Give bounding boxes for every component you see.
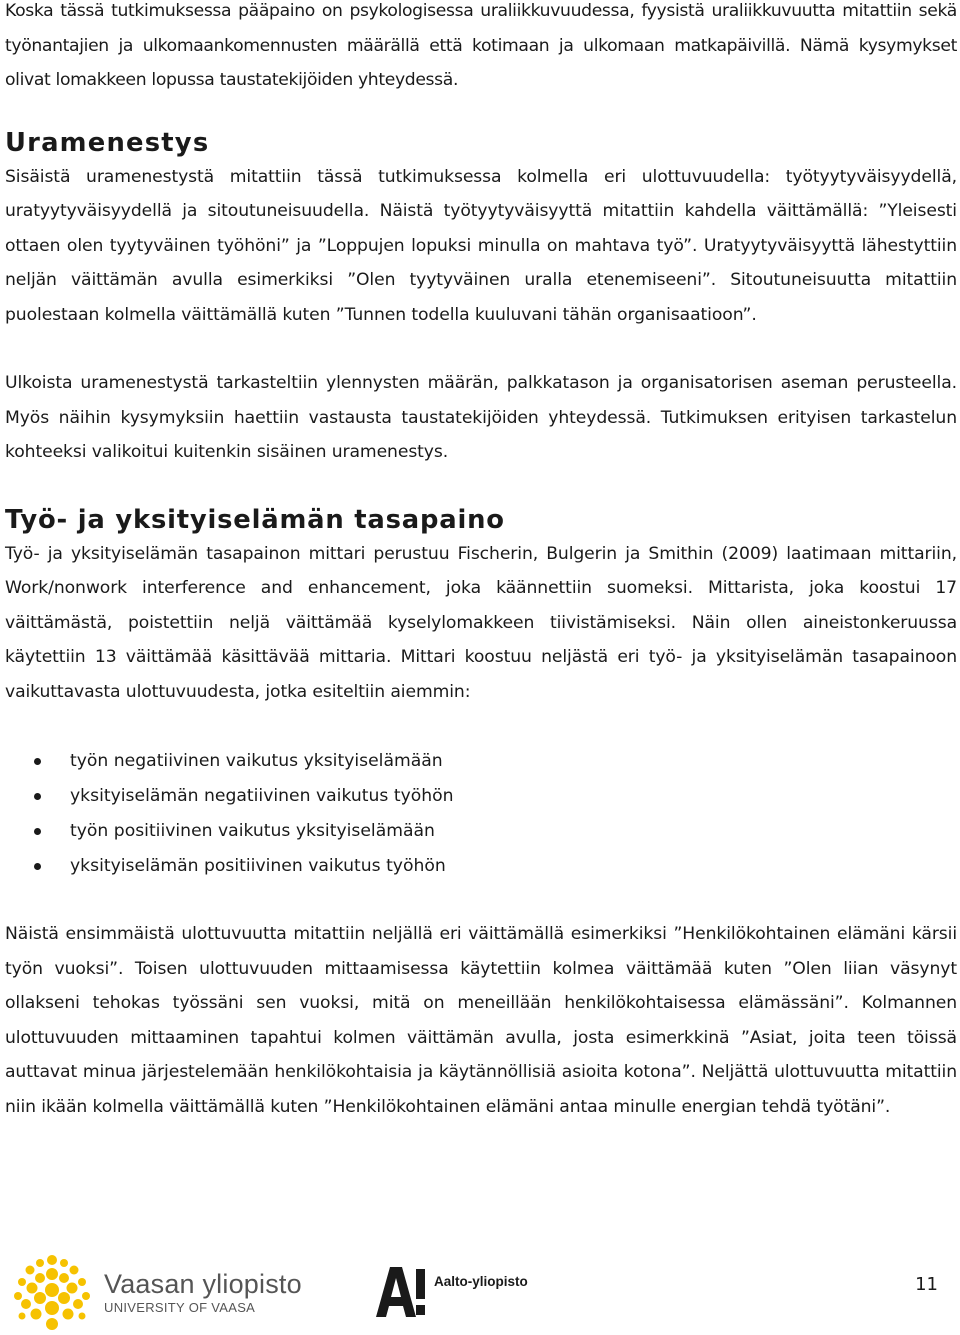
- aalto-wordmark: Aalto-yliopisto: [434, 1274, 528, 1289]
- page-number: 11: [915, 1274, 938, 1295]
- bullet-icon: [34, 793, 41, 800]
- bullet-icon: [34, 758, 41, 765]
- tasapaino-paragraph-2: Näistä ensimmäistä ulottuvuutta mitattiin neljällä eri väittämällä esimerkiksi ”Henkilökohtainen elämäni kärsii työn vuoksi”. Toisen ulottuvuuden mittaamisessa käytettiin kolmea väittämää kuten ”Olen liian väsynyt ollakseni tehokas työssäni sen vuoksi, mitä on meneillään henkilökohtaisessa elämässäni”. Kolmannen ulottuvuuden mittaaminen tapahtui kolmen väittämän avulla, josta esimerkkinä ”Asiat, joita teen töissä auttavat minua järjestelemään henkilökohtaisia ja käytännöllisiä asioita kotona”. Neljättä ulottuvuutta mitattiin niin ikään kolmella väittämällä kuten ”Henkilökohtainen elämäni antaa minulle energian tehdä työtäni”.: [5, 924, 957, 1117]
- vaasa-subtitle: UNIVERSITY OF VAASA: [104, 1300, 256, 1315]
- tasapaino-paragraph-1: Työ- ja yksityiselämän tasapainon mittari perustuu Fischerin, Bulgerin ja Smithin (2009) laatimaan mittariin, Work/nonwork interference and enhancement, joka käännettiin suomeksi. Mittarista, joka koostui 17 väittämästä, poistettiin neljä väittämää kyselylomakkeen tiivistämiseksi. Näin ollen aineistonkeruussa käytettiin 13 väittämää käsittävää mittaria. Mittari koostuu neljästä eri työ- ja yksityiselämän tasapainoon vaikuttavasta ulottuvuudesta, jotka esiteltiin aiemmin:: [5, 543, 957, 702]
- uramenestys-paragraph-1: Sisäistä uramenestystä mitattiin tässä tutkimuksessa kolmella eri ulottuvuudella: työtyytyväisyydellä, uratyytyväisyydellä ja sitoutuneisuudella. Näistä työtyytyväisyyttä mitattiin kahdella väittämällä: ”Yleisesti ottaen olen tyytyväinen työhöni” ja ”Loppujen lopuksi minulla on mahtava työ”. Uratyytyväisyyttä lähestyttiin neljän väittämän avulla esimerkiksi ”Olen tyytyväinen uralla etenemiseeni”. Sitoutuneisuutta mitattiin puolestaan kolmella väittämällä kuten ”Tunnen todella kuuluvani tähän organisaatioon”.: [5, 166, 957, 325]
- bullet-icon: [34, 863, 41, 870]
- vaasa-logo-icon: [12, 1254, 96, 1332]
- vaasa-wordmark: [104, 1269, 302, 1315]
- section-heading-tasapaino: Työ- ja yksityiselämän tasapaino: [5, 504, 505, 535]
- dimension-list: [5, 744, 957, 884]
- uramenestys-paragraph-2: Ulkoista uramenestystä tarkasteltiin ylennysten määrän, palkkatason ja organisatorisen aseman perusteella. Myös näihin kysymyksiin haettiin vastausta taustatekijöiden yhteydessä. Tutkimuksen erityisen tarkastelun kohteeksi valikoitui kuitenkin sisäinen uramenestys.: [5, 373, 957, 462]
- aalto-logo-icon: [376, 1267, 428, 1317]
- page-footer: [0, 1240, 960, 1335]
- list-item-text: työn negatiivinen vaikutus yksityiselämään: [70, 751, 443, 771]
- list-item: [5, 744, 957, 779]
- intro-paragraph: Koska tässä tutkimuksessa pääpaino on psykologisessa uraliikkuvuudessa, fyysistä uraliikkuvuutta mitattiin sekä työnantajien ja ulkomaankomennusten määrällä että kotimaan ja ulkomaan matkapäivillä. Nämä kysymykset olivat lomakkeen lopussa taustatekijöiden yhteydessä.: [5, 1, 957, 90]
- list-item: [5, 814, 957, 849]
- section-heading-uramenestys: Uramenestys: [5, 127, 210, 158]
- list-item: [5, 849, 957, 884]
- list-item: [5, 779, 957, 814]
- list-item-text: yksityiselämän negatiivinen vaikutus työhön: [70, 786, 454, 806]
- vaasa-name: Vaasan yliopisto: [104, 1269, 302, 1299]
- list-item-text: työn positiivinen vaikutus yksityiselämään: [70, 821, 435, 841]
- bullet-icon: [34, 828, 41, 835]
- list-item-text: yksityiselämän positiivinen vaikutus työhön: [70, 856, 446, 876]
- document-page: [5, 0, 957, 1124]
